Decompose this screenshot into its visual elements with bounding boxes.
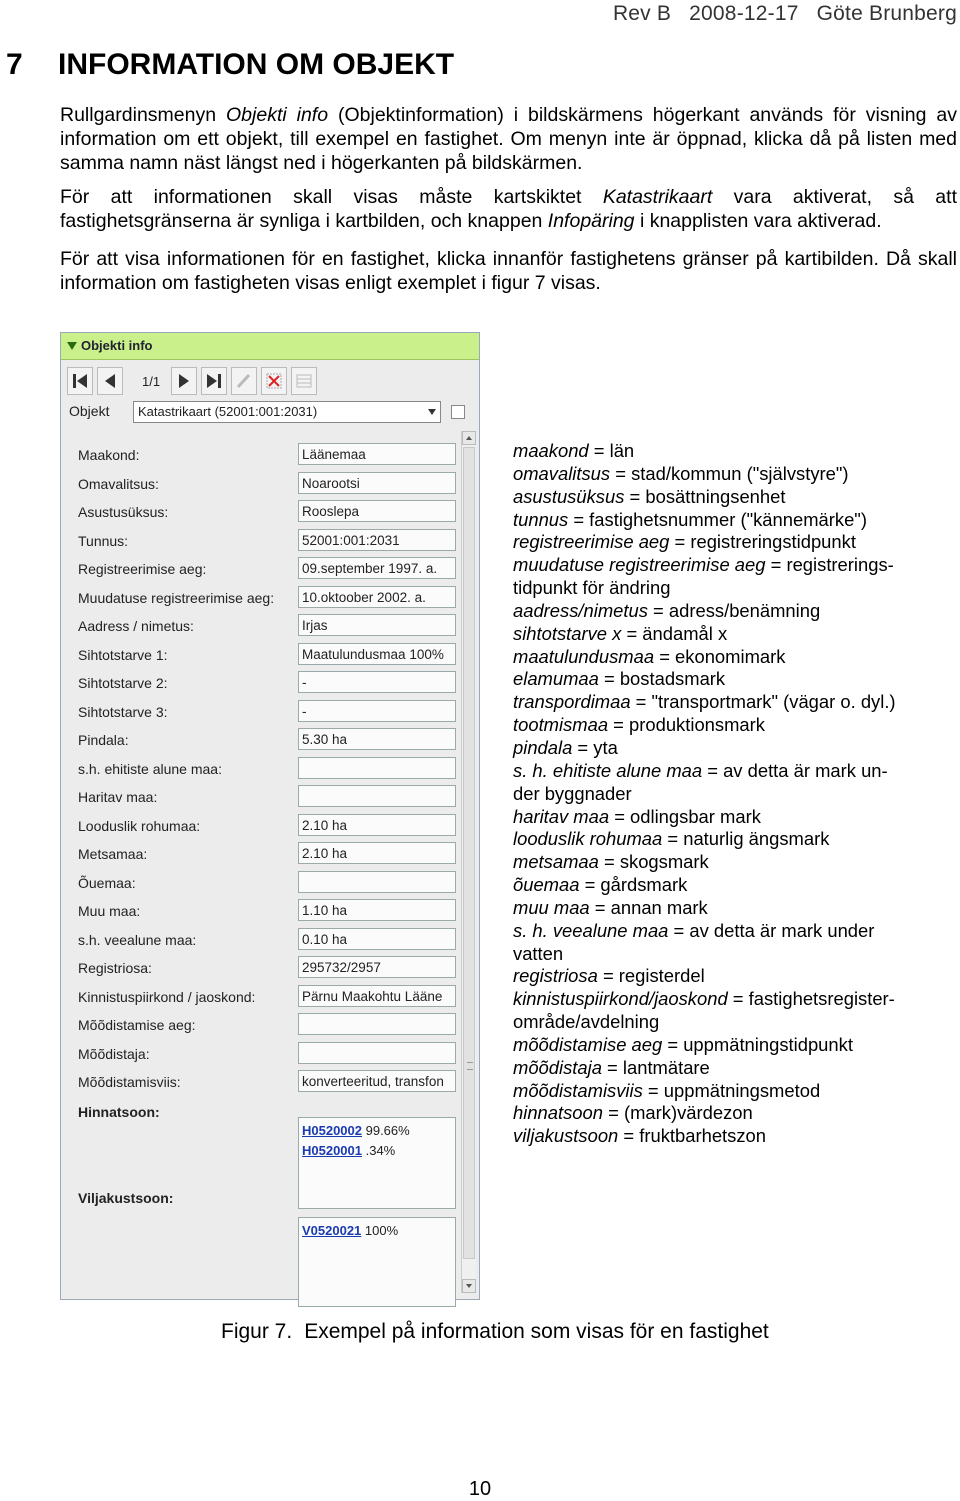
- hinnatsoon-box: [298, 1117, 456, 1209]
- field-value[interactable]: [298, 1042, 456, 1064]
- text-run: område/avdelning: [513, 1011, 660, 1033]
- text-run: = adress/benämning: [647, 599, 821, 621]
- field-row: [67, 985, 459, 1011]
- paragraph-3: [60, 247, 957, 295]
- text-run: = bostadsmark: [598, 668, 726, 690]
- field-row: [67, 785, 459, 811]
- field-value[interactable]: konverteeritud, transfon: [298, 1070, 456, 1092]
- glossary-line: [513, 600, 953, 623]
- field-label: Sihtotstarve 2:: [78, 675, 168, 691]
- field-value[interactable]: 1.10 ha: [298, 899, 456, 921]
- field-row: [67, 671, 459, 697]
- field-value[interactable]: 09.september 1997. a.: [298, 557, 456, 579]
- revision: Rev B: [612, 2, 672, 25]
- text-run: För att visa informationen för en fastighet, klicka innanför fastighetens gränser på kartibilden. Då skall information om fastigheten visas enligt exemplet i figur 7 visas.: [60, 248, 957, 294]
- scroll-up-icon[interactable]: [462, 431, 476, 445]
- field-label: Pindala:: [78, 732, 129, 748]
- field-row: [67, 1013, 459, 1039]
- glossary-line: [513, 828, 953, 851]
- next-button[interactable]: [171, 367, 197, 395]
- italic-term: omavalitsus: [513, 462, 611, 484]
- glossary-line: [513, 714, 953, 737]
- field-row: [67, 1070, 459, 1096]
- text-run: För att informationen skall visas måste kartskiktet: [60, 186, 603, 208]
- date: 2008-12-17: [689, 2, 799, 25]
- text-run: = stad/kommun ("självstyre"): [610, 462, 849, 484]
- collapse-triangle-icon[interactable]: [67, 342, 77, 350]
- field-label: s.h. veealune maa:: [78, 931, 197, 948]
- italic-term: kinnistuspiirkond/jaoskond: [513, 988, 728, 1010]
- field-value[interactable]: -: [298, 671, 456, 693]
- field-row: [67, 700, 459, 726]
- viljakustsoon-entry: [302, 1221, 455, 1241]
- italic-term: muu maa: [513, 896, 590, 918]
- italic-term: maakond: [513, 440, 589, 461]
- text-run: = uppmätningsmetod: [642, 1079, 821, 1101]
- glossary-line: [513, 577, 953, 600]
- glossary-line: [513, 1057, 953, 1080]
- field-value[interactable]: Noarootsi: [298, 472, 456, 494]
- field-label: Sihtotstarve 3:: [78, 703, 168, 720]
- author: Göte Brunberg: [816, 2, 957, 25]
- italic-term: maatulundusmaa: [513, 645, 655, 667]
- glossary-line: [513, 806, 953, 829]
- grid-icon: [295, 372, 313, 390]
- glossary-line: [513, 1034, 953, 1057]
- italic-term: registreerimise aeg: [513, 531, 670, 553]
- section-heading: [6, 48, 454, 82]
- italic-term: õuemaa: [513, 874, 580, 896]
- glossary-line: [513, 623, 953, 646]
- field-value[interactable]: 2.10 ha: [298, 814, 456, 836]
- objekt-label: Objekt: [69, 403, 110, 419]
- text-run: = gårdsmark: [579, 874, 688, 896]
- hinnatsoon-entry: [302, 1121, 455, 1141]
- text-run: = av detta är mark un-: [702, 759, 888, 781]
- scroll-down-icon[interactable]: [462, 1279, 476, 1293]
- field-row: [67, 814, 459, 840]
- field-row: [67, 956, 459, 982]
- italic-term: viljakustsoon: [513, 1125, 619, 1147]
- field-row: [67, 757, 459, 783]
- italic-term: haritav maa: [513, 805, 610, 827]
- text-run: tidpunkt för ändring: [513, 577, 671, 599]
- field-value[interactable]: 295732/2957: [298, 956, 456, 978]
- panel-header[interactable]: [61, 333, 479, 360]
- field-label: Looduslik rohumaa:: [78, 817, 201, 834]
- grid-button[interactable]: [291, 367, 317, 395]
- panel-title: Objekti info: [81, 338, 153, 353]
- glossary-line: [513, 760, 953, 783]
- last-button[interactable]: [201, 367, 227, 395]
- text-run: = bosättningsenhet: [624, 485, 786, 507]
- glossary-line: [513, 1125, 953, 1148]
- text-run: = "transportmark" (vägar o. dyl.): [630, 691, 896, 713]
- field-value[interactable]: Maatulundusmaa 100%: [298, 643, 456, 665]
- field-label: Maakond:: [78, 447, 140, 463]
- field-value[interactable]: [298, 785, 456, 807]
- italic-term: elamumaa: [513, 668, 599, 690]
- glossary-line: [513, 783, 953, 806]
- field-label: Muu maa:: [78, 903, 141, 919]
- field-value[interactable]: [298, 871, 456, 893]
- italic-term: looduslik rohumaa: [513, 828, 663, 850]
- first-button[interactable]: [67, 367, 93, 395]
- field-row: [67, 586, 459, 612]
- field-row: [67, 643, 459, 669]
- field-label: Omavalitsus:: [78, 475, 159, 492]
- text-run: = registrerings-: [765, 554, 894, 576]
- field-value[interactable]: 0.10 ha: [298, 928, 456, 950]
- page-number: 10: [468, 1478, 492, 1500]
- field-label: Mõõdistaja:: [78, 1045, 150, 1062]
- text-run: = lantmätare: [601, 1056, 710, 1078]
- hinnatsoon-entry: [302, 1141, 455, 1161]
- glossary-line: [513, 737, 953, 760]
- text-run: = skogsmark: [598, 851, 709, 873]
- text-run: (Objektinformation) i bildskärmens högerkant används för visning av information om ett objekt, till exempel en fastighet. Om menyn inte är öppnad, klicka då på listen med samma namn näst längst ned i högerkanten på bildskärmen.: [60, 104, 957, 174]
- field-label: Aadress / nimetus:: [78, 618, 194, 634]
- text-run: = ändamål x: [621, 622, 728, 644]
- text-run: = uppmätningstidpunkt: [662, 1033, 853, 1055]
- text-run: = av detta är mark under: [668, 919, 875, 941]
- viljakustsoon-box: [298, 1217, 456, 1307]
- field-row: [67, 899, 459, 925]
- edit-button[interactable]: [231, 367, 257, 395]
- glossary-line: [513, 554, 953, 577]
- text-run: = yta: [572, 736, 618, 758]
- vertical-scrollbar[interactable]: [461, 431, 476, 1293]
- italic-term: pindala: [513, 736, 573, 758]
- glossary-line: [513, 668, 953, 691]
- section-title: INFORMATION OM OBJEKT: [58, 48, 455, 81]
- edit-icon: [235, 372, 253, 390]
- paragraph-1: [60, 103, 957, 175]
- field-label: Registriosa:: [78, 960, 152, 976]
- field-value[interactable]: 5.30 ha: [298, 728, 456, 750]
- field-value[interactable]: [298, 757, 456, 779]
- field-label: Kinnistuspiirkond / jaoskond:: [78, 988, 256, 1005]
- italic-term: s. h. veealune maa: [513, 919, 669, 941]
- italic-term: s. h. ehitiste alune maa: [513, 759, 703, 781]
- field-value[interactable]: 52001:001:2031: [298, 529, 456, 551]
- field-row: [67, 871, 459, 897]
- field-value[interactable]: Pärnu Maakohtu Lääne: [298, 985, 456, 1007]
- field-row: [67, 472, 459, 498]
- glossary-line: [513, 897, 953, 920]
- first-icon: [71, 372, 89, 390]
- italic-term: tootmismaa: [513, 714, 609, 736]
- italic-term: sihtotstarve x: [513, 622, 622, 644]
- field-value[interactable]: -: [298, 700, 456, 722]
- field-label: Muudatuse registreerimise aeg:: [78, 589, 275, 606]
- caption-label: Figur 7.: [221, 1320, 293, 1343]
- glossary-line: [513, 988, 953, 1011]
- glossary-line: [513, 463, 953, 486]
- italic-term: asustusüksus: [513, 485, 625, 507]
- field-label: Mõõdistamisviis:: [78, 1074, 181, 1090]
- scroll-thumb[interactable]: [463, 447, 475, 1259]
- italic-term: registriosa: [513, 965, 598, 987]
- field-row: [67, 728, 459, 754]
- italic-term: Infopäring: [547, 210, 635, 232]
- delete-icon: [265, 372, 283, 390]
- text-run: = odlingsbar mark: [609, 805, 761, 827]
- page-header: [601, 2, 957, 26]
- field-value[interactable]: [298, 1013, 456, 1035]
- field-value[interactable]: 2.10 ha: [298, 842, 456, 864]
- field-value[interactable]: 10.oktoober 2002. a.: [298, 586, 456, 608]
- glossary-line: [513, 965, 953, 988]
- hinnatsoon-label: Hinnatsoon:: [78, 1104, 160, 1120]
- italic-term: muudatuse registreerimise aeg: [513, 554, 766, 576]
- text-run: vatten: [513, 942, 564, 964]
- text-run: = ekonomimark: [654, 645, 786, 667]
- italic-term: mõõdistamise aeg: [513, 1033, 663, 1055]
- glossary-line: [513, 1102, 953, 1125]
- italic-term: mõõdistaja: [513, 1056, 602, 1078]
- last-icon: [205, 372, 223, 390]
- viljakustsoon-percent: 100%: [361, 1223, 399, 1238]
- field-label: s.h. ehitiste alune maa:: [78, 760, 222, 777]
- hinnatsoon-code-link[interactable]: H0520001: [302, 1143, 362, 1158]
- prev-icon: [101, 372, 119, 390]
- glossary-line: [513, 509, 953, 532]
- field-row: [67, 443, 459, 469]
- text-run: vara aktiverat, så att fastighetsgränserna är synliga i kartbilden, och knappen: [60, 186, 957, 232]
- text-run: = produktionsmark: [608, 714, 765, 736]
- text-run: i knapplisten vara aktiverad.: [634, 210, 882, 232]
- next-icon: [175, 372, 193, 390]
- field-row: [67, 557, 459, 583]
- viljakustsoon-code-link[interactable]: V0520021: [302, 1223, 362, 1238]
- italic-term: Objekti info: [226, 104, 329, 126]
- italic-term: metsamaa: [513, 851, 599, 873]
- text-run: = fastighetsregister-: [727, 988, 895, 1010]
- text-run: = annan mark: [589, 896, 708, 918]
- figure-caption: [221, 1320, 769, 1344]
- text-run: = registerdel: [597, 965, 705, 987]
- objekt-select-value: Katastrikaart (52001:001:2031): [138, 404, 318, 419]
- text-run: = naturlig ängsmark: [662, 828, 830, 850]
- text-run: = registreringstidpunkt: [669, 531, 856, 553]
- grip-icon: [467, 1062, 473, 1070]
- hinnatsoon-code-link[interactable]: H0520002: [302, 1123, 362, 1138]
- field-row: [67, 500, 459, 526]
- glossary-line: [513, 1011, 953, 1034]
- glossary-line: [513, 920, 953, 943]
- field-label: Haritav maa:: [78, 789, 158, 805]
- objekt-checkbox[interactable]: [451, 405, 465, 419]
- field-row: [67, 614, 459, 640]
- glossary-line: [513, 440, 953, 463]
- glossary-line: [513, 874, 953, 897]
- field-row: [67, 529, 459, 555]
- italic-term: aadress/nimetus: [513, 599, 648, 621]
- field-label: Asustusüksus:: [78, 504, 169, 520]
- glossary-line: [513, 943, 953, 966]
- field-list: [67, 431, 459, 1293]
- italic-term: tunnus: [513, 508, 569, 530]
- field-label: Tunnus:: [78, 532, 129, 549]
- prev-button[interactable]: [97, 367, 123, 395]
- field-label: Õuemaa:: [78, 874, 136, 891]
- italic-term: Katastrikaart: [602, 186, 713, 208]
- hinnatsoon-percent: 99.66%: [362, 1123, 410, 1138]
- glossary-line: [513, 646, 953, 669]
- viljakustsoon-label: Viljakustsoon:: [78, 1190, 174, 1206]
- field-label: Metsamaa:: [78, 846, 148, 862]
- glossary-line: [513, 691, 953, 714]
- field-row: [67, 1042, 459, 1068]
- field-row: [67, 842, 459, 868]
- pager: 1/1: [142, 374, 161, 389]
- italic-term: hinnatsoon: [513, 1102, 603, 1124]
- field-label: Mõõdistamise aeg:: [78, 1017, 196, 1033]
- delete-button[interactable]: [261, 367, 287, 395]
- glossary-line: [513, 851, 953, 874]
- hinnatsoon-percent: .34%: [362, 1143, 396, 1158]
- objekti-info-panel: [60, 332, 480, 1300]
- glossary-line: [513, 531, 953, 554]
- glossary: [513, 440, 953, 1148]
- chevron-down-icon: [428, 409, 436, 415]
- text-run: der byggnader: [513, 782, 632, 804]
- field-label: Sihtotstarve 1:: [78, 646, 168, 663]
- text-run: Rullgardinsmenyn: [60, 104, 227, 126]
- field-value[interactable]: Irjas: [298, 614, 456, 636]
- glossary-line: [513, 486, 953, 509]
- text-run: = (mark)värdezon: [603, 1102, 753, 1124]
- field-value[interactable]: Läänemaa: [298, 443, 456, 465]
- text-run: = fruktbarhetszon: [618, 1125, 767, 1147]
- text-run: = län: [588, 440, 635, 461]
- field-row: [67, 928, 459, 954]
- italic-term: transpordimaa: [513, 691, 631, 713]
- caption-text: Exempel på information som visas för en fastighet: [304, 1320, 769, 1343]
- italic-term: mõõdistamisviis: [513, 1079, 643, 1101]
- field-label: Registreerimise aeg:: [78, 561, 207, 577]
- glossary-line: [513, 1080, 953, 1103]
- objekt-select[interactable]: [133, 401, 441, 423]
- paragraph-2: [60, 185, 957, 233]
- section-number: 7: [6, 48, 23, 81]
- text-run: = fastighetsnummer ("kännemärke"): [568, 508, 867, 530]
- field-value[interactable]: Rooslepa: [298, 500, 456, 522]
